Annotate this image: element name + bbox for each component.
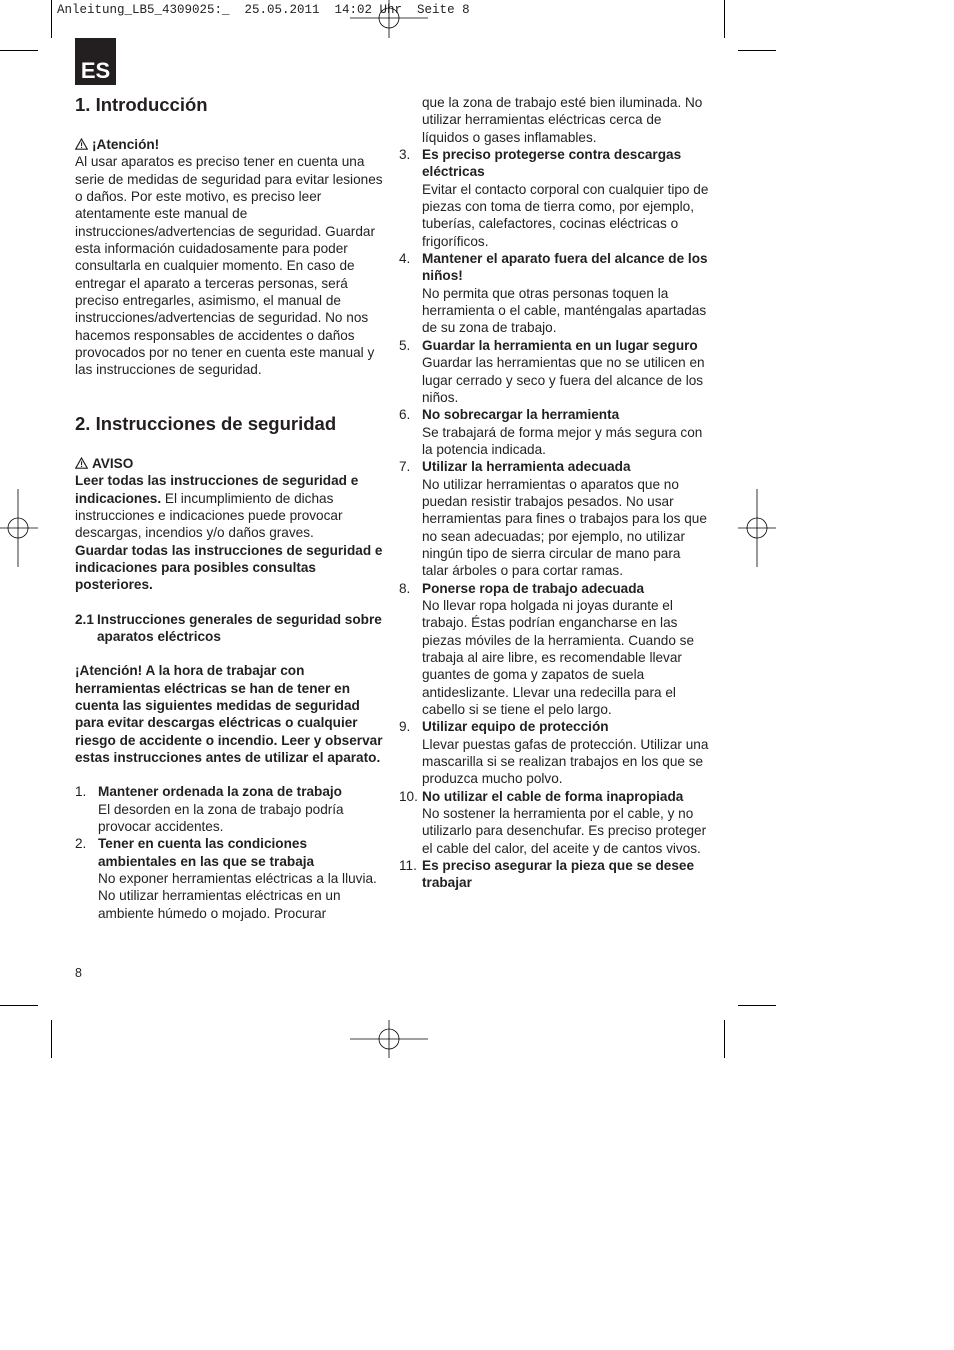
list-item-title: Es preciso asegurar la pieza que se desee trabajar [422, 858, 695, 891]
list-item-title: No sobrecargar la herramienta [422, 407, 620, 423]
list-item-text: Llevar puestas gafas de protección. Utilizar una mascarilla si se realizan trabajos en los que se produzca mucho polvo. [422, 736, 709, 787]
page-number: 8 [75, 966, 82, 980]
section-2-lead-text: El incumplimiento de dichas instrucciones e indicaciones puede provocar descargas, incendios y/o daños graves. [75, 490, 343, 541]
list-item-text: No llevar ropa holgada ni joyas durante el trabajo. Éstas podrían engancharse en las piezas móviles de la herramienta. Cuando se trabaja al aire libre, es recomendable llevar guantes de goma y zapatos de suela antideslizante. Llevar una redecilla para el cabello si se tiene el pelo largo. [422, 597, 695, 718]
list-item [399, 250, 709, 337]
section-1-body: Al usar aparatos es preciso tener en cuenta una serie de medidas de seguridad para evitar lesiones o daños. Por este motivo, es preciso leer atentamente este manual de instrucciones/advertencias de seguridad. Guardar esta información cuidadosamente para poder consultarla en cualquier momento. En caso de entregar el aparato a terceras personas, será preciso entregarles, asimismo, el manual de instrucciones/advertencias de seguridad. No nos hacemos responsables de accidentes o daños provocados por no tener en cuenta este manual y las instrucciones de seguridad. [75, 154, 383, 378]
crop-mark [0, 1005, 38, 1006]
section-2-keep-notice: Guardar todas las instrucciones de seguridad e indicaciones para posibles consultas posteriores. [75, 542, 383, 593]
list-item [399, 788, 709, 857]
list-item-number: 1. [75, 784, 87, 800]
left-column [75, 94, 385, 922]
registration-mark-icon [738, 489, 776, 567]
list-item-number: 5. [399, 337, 411, 353]
section-1-title: 1. Introducción [75, 94, 208, 115]
list-item-number: 6. [399, 407, 411, 423]
language-badge-label: ES [80, 58, 111, 83]
crop-mark [738, 50, 776, 51]
list-item-number: 2. [75, 836, 87, 852]
registration-mark-icon [350, 1020, 428, 1058]
list-item-title: Mantener el aparato fuera del alcance de los niños! [422, 251, 708, 284]
list-item-number: 3. [399, 147, 411, 163]
list-item-text: Se trabajará de forma mejor y más segura con la potencia indicada. [422, 424, 703, 457]
list-item-title: Ponerse ropa de trabajo adecuada [422, 580, 645, 596]
section-2-warning-label: AVISO [92, 455, 134, 471]
list-item-number: 9. [399, 719, 411, 735]
warning-triangle-icon [75, 138, 88, 150]
subsection-2-1-heading [75, 611, 385, 646]
attention-paragraph: ¡Atención! A la hora de trabajar con herramientas eléctricas se han de tener en cuenta las siguientes medidas de seguridad para evitar descargas eléctricas o cualquier riesgo de accidente o incendio. Leer y observar estas instrucciones antes de utilizar el aparato. [75, 663, 383, 765]
crop-mark [738, 1005, 776, 1006]
subsection-number: 2.1 [75, 611, 94, 627]
section-2-warning [75, 455, 385, 472]
section-2-lead-bold: Leer todas las instrucciones de seguridad e indicaciones. [75, 473, 359, 506]
crop-mark [51, 1020, 52, 1058]
list-item-text: Evitar el contacto corporal con cualquier tipo de piezas con toma de tierra como, por ejemplo, tuberías, calefactores, cocinas eléctricas o frigoríficos. [422, 181, 709, 249]
list-item [399, 146, 709, 250]
list-item-title: Utilizar la herramienta adecuada [422, 459, 631, 475]
list-item-title: No utilizar el cable de forma inapropiada [422, 788, 684, 804]
right-column [399, 94, 709, 892]
list-item-title: Mantener ordenada la zona de trabajo [98, 784, 342, 800]
crop-mark [0, 50, 38, 51]
list-item-number: 11. [399, 858, 417, 874]
crop-mark [51, 0, 52, 38]
list-item [399, 458, 709, 579]
warning-triangle-icon [75, 457, 88, 469]
list-item [399, 337, 709, 406]
list-item [75, 783, 385, 835]
registration-mark-icon [350, 0, 428, 38]
list-item-text: No utilizar herramientas o aparatos que no puedan resistir trabajos pesados. No usar herramientas para fines o trabajos para los que no sean adecuadas; por ejemplo, no utilizar ningún tipo de sierra circular de mano para talar árboles o para cortar ramas. [422, 476, 707, 579]
subsection-title: Instrucciones generales de seguridad sobre aparatos eléctricos [97, 611, 382, 644]
section-2-lead [75, 472, 385, 541]
list-item-text: No exponer herramientas eléctricas a la lluvia. No utilizar herramientas eléctricas en un ambiente húmedo o mojado. Procurar [98, 871, 377, 921]
list-item-continuation [399, 94, 709, 146]
list-item-number: 7. [399, 459, 411, 475]
list-item [399, 857, 709, 892]
list-item-text: No permita que otras personas toquen la herramienta o el cable, manténgalas apartadas de su zona de trabajo. [422, 285, 707, 336]
list-item [75, 835, 385, 922]
list-item-title: Tener en cuenta las condiciones ambientales en las que se trabaja [98, 836, 315, 869]
print-slug: Anleitung_LB5_4309025:_ 25.05.2011 14:02 Uhr Seite 8 [57, 3, 470, 17]
crop-mark [724, 1020, 725, 1058]
list-item-title: Utilizar equipo de protección [422, 719, 609, 735]
language-badge [75, 38, 116, 85]
list-item [399, 580, 709, 719]
list-item [399, 718, 709, 787]
list-item-text: El desorden en la zona de trabajo podría provocar accidentes. [98, 801, 344, 834]
list-item-text: que la zona de trabajo esté bien iluminada. No utilizar herramientas eléctricas cerca de líquidos o gases inflamables. [422, 95, 703, 145]
list-item-number: 8. [399, 580, 411, 596]
section-1-warning [75, 136, 385, 153]
list-item-number: 4. [399, 251, 411, 267]
list-item-text: Guardar las herramientas que no se utilicen en lugar cerrado y seco y fuera del alcance de los niños. [422, 355, 705, 405]
crop-mark [724, 0, 725, 38]
list-item [399, 406, 709, 458]
registration-mark-icon [0, 489, 38, 567]
section-2-title: 2. Instrucciones de seguridad [75, 412, 337, 434]
section-1-warning-label: ¡Atención! [92, 137, 160, 152]
list-item-number: 10. [399, 788, 418, 804]
list-item-title: Guardar la herramienta en un lugar seguro [422, 337, 698, 353]
list-item-title: Es preciso protegerse contra descargas eléctricas [422, 147, 682, 180]
list-item-text: No sostener la herramienta por el cable, y no utilizarlo para desenchufar. Es preciso proteger el cable del calor, del aceite y de cantos vivos. [422, 806, 707, 856]
